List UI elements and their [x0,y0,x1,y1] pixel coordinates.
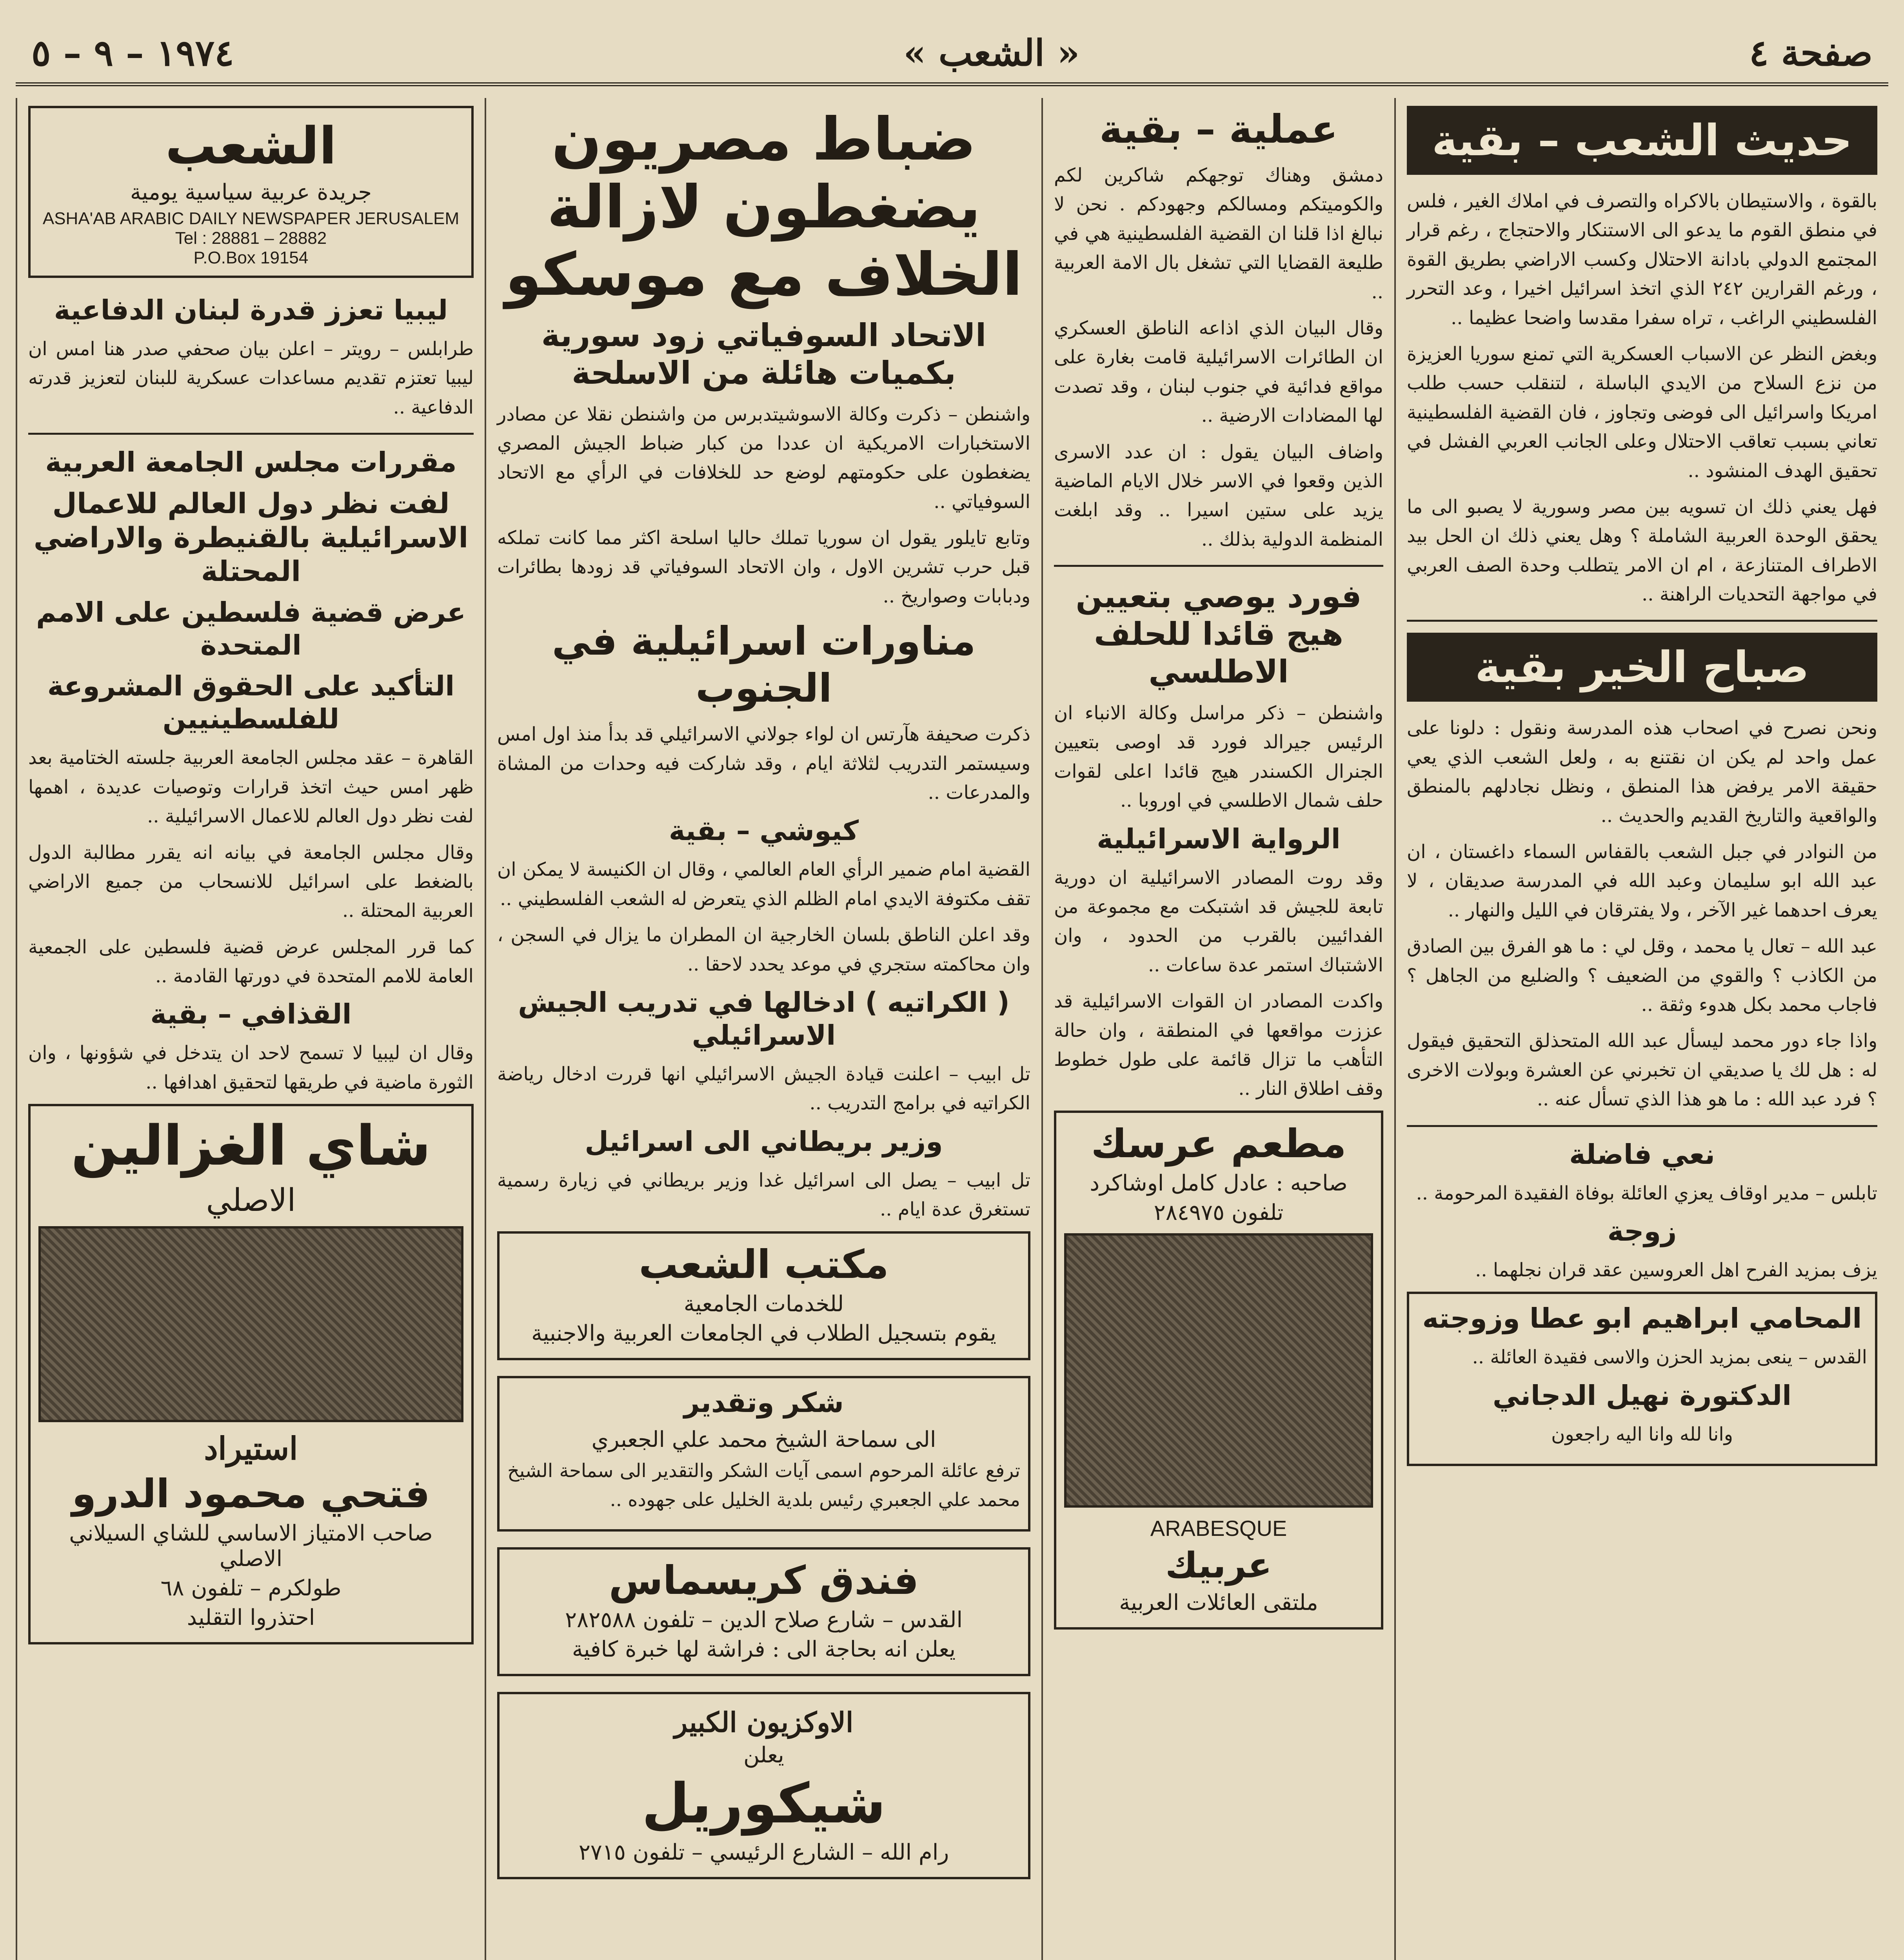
hotel-text: يعلن انه بحاجة الى : فراشة لها خبرة كافية [572,1637,956,1662]
article-headline: ليبيا تعزز قدرة لبنان الدفاعية [54,294,448,326]
paper-english: ASHA'AB ARABIC DAILY NEWSPAPER JERUSALEM [42,209,460,228]
article-headline: عملية – بقية [1099,106,1338,152]
column-main [485,98,1041,1960]
article-text: واشنطن – ذكرت وكالة الاسوشيتدبرس من واشنطن نقلا عن مصادر الاستخبارات الامريكية ان عددا من كبار ضباط الجيش المصري يضغطون على حكومتهم لوضع حد للخلافات في الرأي مع الاتحاد السوفياتي .. [497,403,1030,513]
article-headline: فورد يوصي بتعيين هيج قائدا للحلف الاطلسي [1076,578,1362,690]
ad-subtitle: يعلن [743,1742,784,1768]
article-headline: لفت نظر دول العالم للاعمال الاسرائيلية بالقنيطرة والاراضي المحتلة [33,487,469,588]
thanks-box [497,1376,1030,1532]
hotel-name: فندق كريسماس [609,1557,919,1604]
paper-masthead [28,106,474,278]
divider [1407,1125,1877,1127]
ad-title: عربيك [1165,1544,1272,1586]
article-text: فهل يعني ذلك ان تسويه بين مصر وسورية لا يصبو الى ما يحقق الوحدة العربية الشاملة ؟ وهل يعني ذلك ان الحل بيد الاطراف المتنازعة ، ام ان الامر يتطلب وحدة الصف العربي في مواجهة التحديات الراهنة .. [1407,495,1877,606]
divider [1407,620,1877,622]
thanks-text: ترفع عائلة المرحوم اسمى آيات الشكر والتقدير الى سماحة الشيخ محمد علي الجعبري رئيس بلدية الخليل على جهوده .. [507,1459,1020,1511]
page-number: صفحة ٤ [1749,32,1873,74]
divider [28,433,474,435]
ad-title: الاوكزيون الكبير [674,1706,854,1739]
article-text: واكدت المصادر ان القوات الاسرائيلية قد عززت مواقعها في المنطقة ، وان حالة التأهب ما تزال قائمة على طول خطوط وقف اطلاق النار .. [1054,990,1384,1100]
article-headline: كيوشي – بقية [669,815,859,847]
obituary-text: تابلس – مدير اوقاف يعزي العائلة بوفاة الفقيدة المرحومة .. [1416,1182,1877,1204]
hotel-ad [497,1547,1030,1676]
notice-text: يزف بمزيد الفرح اهل العروسين عقد قران نجلهما .. [1475,1259,1877,1281]
ad-subtitle: ملتقى العائلات العربية [1119,1590,1318,1615]
ad-phone: تلفون ٢٨٤٩٧٥ [1154,1200,1284,1225]
divider [1054,565,1383,567]
article-text: دمشق وهناك توجهكم شاكرين لكم والكوميتكم ومسالكم وجهودكم . نحن لا نبالغ اذا قلنا ان القضية الفلسطينية هي في طليعة القضايا التي تشغل بال الامة العربية .. [1054,164,1383,303]
article-headline: ( الكراتيه ) ادخالها في تدريب الجيش الاسرائيلي [518,986,1010,1051]
ad-title: مكتب الشعب [639,1241,889,1287]
article-text: وتابع تايلور يقول ان سوريا تملك حاليا اسلحة اكثر مما كانت تملكه قبل حرب تشرين الاول ، وان الاتحاد السوفياتي قد زودها بطائرات ودبابات وصواريخ .. [497,527,1030,607]
thanks-subtitle: الى سماحة الشيخ محمد علي الجعبري [591,1426,936,1452]
ad-address: رام الله – الشارع الرئيسي – تلفون ٢٧١٥ [578,1840,949,1866]
article-headline: عرض قضية فلسطين على الامم المتحدة [36,596,466,662]
obituary-title: نعي فاضلة [1569,1138,1715,1171]
obituary-box [1407,1292,1877,1466]
main-subheadline: الاتحاد السوفياتي زود سورية بكميات هائلة من الاسلحة [541,317,987,391]
article-text: وقال مجلس الجامعة في بيانه انه يقرر مطالبة الدول بالضغط على اسرائيل للانسحاب من جميع الاراضي العربية المحتلة .. [28,841,474,922]
import-label: استيراد [204,1430,298,1467]
article-subheadline: الرواية الاسرائيلية [1097,822,1341,855]
article-text: وبغض النظر عن الاسباب العسكرية التي تمنع سوريا العزيزة من نزع السلاح من الايدي الباسلة ، لتنقلب حسب طلب امريكا واسرائيل الى فوضى وتجاوز ، فان القضية الفلسطينية تعاني بسبب تعاقب الاحتلال وعلى الجانب العربي الفشل في تحقيق الهدف المنشود .. [1407,343,1877,482]
article-text: تل ابيب – اعلنت قيادة الجيش الاسرائيلي انها قررت ادخال رياضة الكراتيه في برامج التدريب .. [497,1063,1031,1114]
ad-brand: ARABESQUE [1150,1515,1287,1541]
article-text: وقال ان ليبيا لا تسمح لاحد ان يتدخل في شؤونها ، وان الثورة ماضية في طريقها لتحقيق اهدافها .. [28,1042,474,1093]
column-second [1041,98,1394,1960]
obituary-closing: وانا لله وانا اليه راجعون [1551,1423,1733,1445]
restaurant-ad [1054,1111,1383,1630]
article-text: ونحن نصرح في اصحاب هذه المدرسة ونقول : دلونا على عمل واحد لم يكن ان نقتنع به ، ولعل الشعب الذي يعي حقيقة الامر يرفض هذا المنطق ، ونظل نجادلهم بالمنطق والواقعية والتاريخ القديم والحديث .. [1407,717,1877,827]
main-headline: ضباط مصريون يضغطون لازالة الخلاف مع موسكو [505,105,1023,309]
page-header [16,24,1888,86]
article-text: من النوادر في جبل الشعب بالقفاس السماء داغستان ، ان عبد الله ابو سليمان وعبد الله في المدرسة صديقان ، لا يعرف احدهما غير الآخر ، ولا يفترقان في الليل والنهار .. [1407,841,1878,921]
tea-ad [28,1104,474,1644]
gazelles-image [38,1226,463,1422]
section-title-sabah: صباح الخير بقية [1407,633,1877,702]
article-text: وقد روت المصادر الاسرائيلية ان دورية تابعة للجيش قد اشتبكت مع مجموعة من الفدائيين بالقرب من الحدود ، وان الاشتباك استمر عدة ساعات .. [1054,866,1383,976]
tea-brand: شاي الغزالين [71,1114,431,1178]
paper-title: الشعب [165,116,337,176]
paper-pobox: P.O.Box 19154 [193,248,309,267]
brand-name: شيكوريل [641,1772,886,1836]
article-headline: التأكيد على الحقوق المشروعة للفلسطينيين [47,670,455,735]
article-text: كما قرر المجلس عرض قضية فلسطين على الجمعية العامة للامم المتحدة في دورتها القادمة .. [28,936,474,987]
tea-subtitle: الاصلي [206,1182,296,1219]
obituary-name: الدكتورة نهيل الدجاني [1492,1379,1792,1412]
article-headline: مقررات مجلس الجامعة العربية [45,446,457,479]
paper-name: « الشعب » [903,32,1080,74]
column-left [16,98,485,1960]
hotel-address: القدس – شارع صلاح الدين – تلفون ٢٨٢٥٨٨ [565,1607,963,1633]
article-text: واشنطن – ذكر مراسل وكالة الانباء ان الرئيس جيرالد فورد قد اوصى بتعيين الجنرال الكسندر هيج قائدا اعلى لقوات حلف شمال الاطلسي في اوروبا .. [1054,702,1383,812]
article-text: طرابلس – رويتر – اعلن بيان صحفي صدر هنا امس ان ليبيا تعتزم تقديم مساعدات عسكرية للبنان لتعزيز قدرته الدفاعية .. [28,338,474,418]
issue-date: ١٩٧٤ – ٩ – ٥ [31,32,234,74]
article-headline: مناورات اسرائيلية في الجنوب [552,618,976,711]
importer-name: فتحي محمود الدرو [72,1471,430,1517]
article-text: وقد اعلن الناطق بلسان الخارجية ان المطران ما يزال في السجن ، وان محاكمته ستجري في موعد يحدد لاحقا .. [497,924,1030,975]
thanks-title: شكر وتقدير [684,1386,844,1419]
importer-text: صاحب الامتياز الاساسي للشاي السيلاني الاصلي [69,1521,433,1572]
article-text: واضاف البيان يقول : ان عدد الاسرى الذين وقعوا في الاسر خلال الايام الماضية يزيد على ستين اسيرا .. وقد ابلغت المنظمة الدولية بذلك .. [1054,441,1383,550]
chicorel-ad [497,1692,1030,1879]
article-text: القاهرة – عقد مجلس الجامعة العربية جلسته الختامية بعد ظهر امس حيث اتخذ قرارات وتوصيات عديدة ، اهمها لفت نظر دول العالم للاعمال الاسرائيلية .. [28,747,474,828]
obituary-text: القدس – ينعى بمزيد الحزن والاسى فقيدة العائلة .. [1472,1346,1867,1368]
article-text: القضية امام ضمير الرأي العام العالمي ، وقال ان الكنيسة لا يمكن ان تقف مكتوفة الايدي امام الظلم الذي يتعرض له الشعب الفلسطيني .. [497,858,1030,910]
paper-phone: Tel : 28881 – 28882 [175,229,327,248]
ad-subtitle: صاحبه : عادل كامل اوشاكرد [1090,1170,1348,1196]
notice-title: زوجة [1607,1215,1677,1247]
article-text: ذكرت صحيفة هآرتس ان لواء جولاني الاسرائيلي قد بدأ منذ اول امس وسيستمر التدريب لثلاثة ايام ، وقد شاركت فيه وحدات من المشاة والمدرعات .. [497,723,1030,804]
article-text: وقال البيان الذي اذاعه الناطق العسكري ان الطائرات الاسرائيلية قامت بغارة على مواقع فدائية في جنوب لبنان ، وقد تصدت لها المضادات الارضية .. [1054,317,1383,427]
article-headline: وزير بريطاني الى اسرائيل [585,1125,943,1158]
section-title-hadith: حديث الشعب – بقية [1407,106,1877,175]
article-headline: القذافي – بقية [150,998,352,1031]
article-text: واذا جاء دور محمد ليسأل عبد الله المتحذلق التحقيق فيقول له : هل لك يا صديقي ان تخبرني عن العشرة وبولات الاخرى ؟ فرد عبد الله : ما هو هذا الذي تسأل عنه .. [1407,1030,1877,1111]
office-ad [497,1231,1030,1360]
importer-warning: احتذروا التقليد [187,1605,315,1631]
importer-address: طولكرم – تلفون ٦٨ [160,1575,342,1601]
article-text: تل ابيب – يصل الى اسرائيل غدا وزير بريطاني في زيارة رسمية تستغرق عدة ايام .. [497,1169,1030,1221]
obituary-name: المحامي ابراهيم ابو عطا وزوجته [1422,1302,1862,1335]
ad-subtitle: للخدمات الجامعية [683,1291,844,1317]
paper-subtitle: جريدة عربية سياسية يومية [130,180,372,205]
ad-text: يقوم بتسجيل الطلاب في الجامعات العربية والاجنبية [531,1320,996,1346]
column-right [1394,98,1888,1960]
ad-photo [1064,1233,1373,1508]
article-text: عبد الله – تعال يا محمد ، وقل لي : ما هو الفرق بين الصادق من الكاذب ؟ والقوي من الضعيف ؟ والضليع من الجاهل ؟ فاجاب محمد بكل هدوء وثقة .. [1407,935,1877,1016]
article-text: بالقوة ، والاستيطان بالاكراه والتصرف في املاك الغير ، فلس في منطق القوم ما يدعو الى الاستنكار والاحتجاج ، رغم قرار المجتمع الدولي بادانة الاحتلال وكسب الاراضي بطريق القوة ، ورغم القرارين ٢٤٢ الذي اتخذ اسرائيل اخيرا ، وعد التحرر الفلسطيني الراغب ، تراه سفرا مقدسا واضحا عظيما .. [1407,190,1878,329]
ad-title: مطعم عرسك [1091,1120,1346,1167]
